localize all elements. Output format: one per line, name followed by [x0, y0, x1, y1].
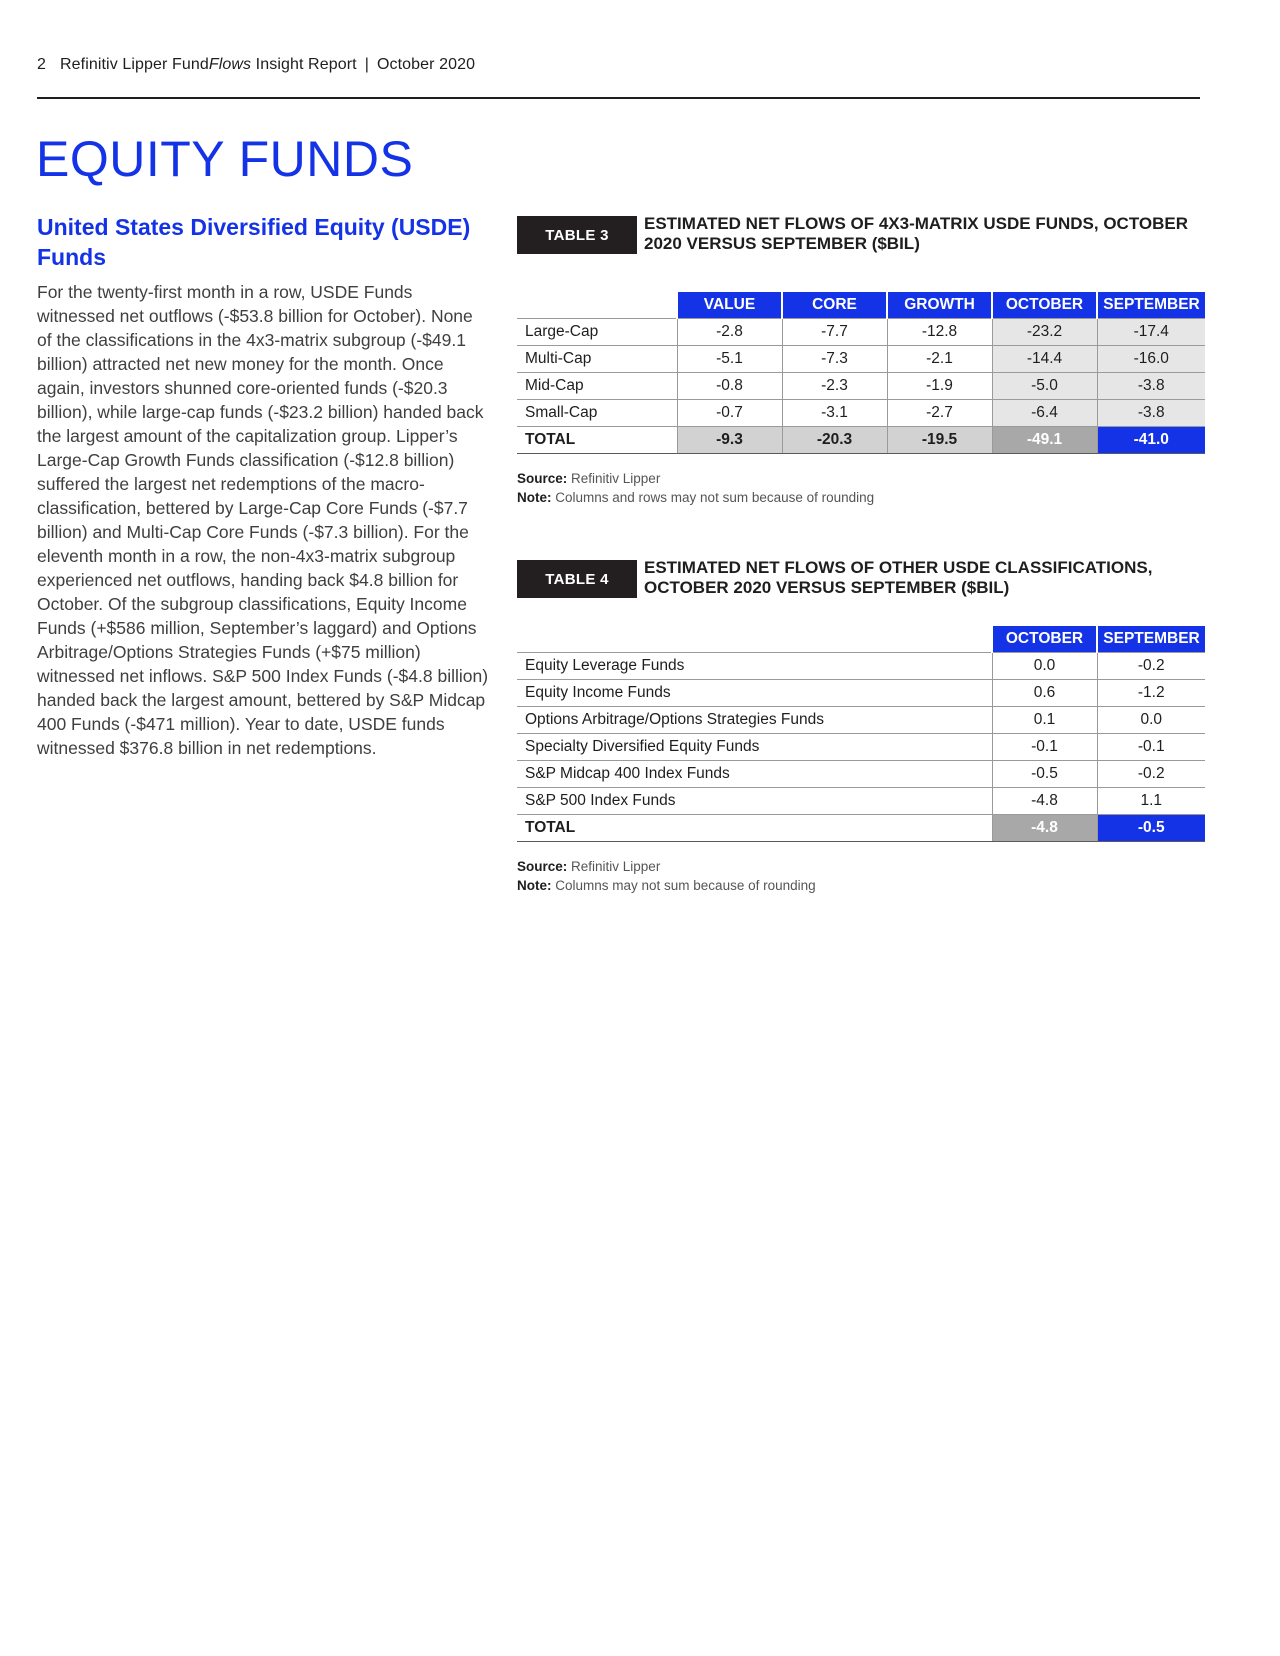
table-row — [517, 400, 1205, 427]
source-text: Refinitiv Lipper — [567, 859, 661, 874]
report-name-italic: Flows — [208, 56, 252, 73]
table-row — [517, 761, 1205, 788]
table-cell: 1.1 — [1097, 788, 1205, 815]
total-cell: -19.5 — [887, 427, 992, 454]
header-rule — [37, 97, 1200, 99]
table3-col-header: VALUE — [677, 292, 782, 319]
row-label: Mid-Cap — [517, 373, 677, 400]
table4-block — [517, 558, 1205, 895]
row-label: S&P Midcap 400 Index Funds — [517, 761, 992, 788]
source-label: Source: — [517, 471, 568, 486]
header-separator: | — [364, 56, 369, 73]
section-heading: United States Diversified Equity (USDE) Funds — [37, 214, 471, 270]
table3 — [517, 292, 1205, 454]
table4-tag: TABLE 4 — [517, 560, 637, 598]
table4-title: ESTIMATED NET FLOWS OF OTHER USDE CLASSIFICATIONS, OCTOBER 2020 VERSUS SEPTEMBER ($BIL) — [644, 558, 1153, 597]
table3-source — [517, 469, 1205, 488]
table3-tag: TABLE 3 — [517, 216, 637, 254]
table-cell: -16.0 — [1097, 346, 1205, 373]
table4-col-header: SEPTEMBER — [1097, 626, 1205, 653]
table-row — [517, 373, 1205, 400]
note-text: Columns may not sum because of rounding — [551, 878, 816, 893]
table-row — [517, 734, 1205, 761]
source-text: Refinitiv Lipper — [567, 471, 661, 486]
note-label: Note: — [517, 490, 552, 505]
table-cell: -4.8 — [992, 788, 1097, 815]
table-row — [517, 319, 1205, 346]
note-label: Note: — [517, 878, 552, 893]
table-cell: 0.0 — [992, 653, 1097, 680]
report-name — [60, 56, 357, 73]
table-cell: -23.2 — [992, 319, 1097, 346]
table3-header — [517, 214, 1205, 260]
table-cell: 0.1 — [992, 707, 1097, 734]
table-row — [517, 680, 1205, 707]
table3-col-header: CORE — [782, 292, 887, 319]
table3-total-row — [517, 427, 1205, 454]
table3-col-header: SEPTEMBER — [1097, 292, 1205, 319]
table3-title: ESTIMATED NET FLOWS OF 4X3-MATRIX USDE FUNDS, OCTOBER 2020 VERSUS SEPTEMBER ($BIL) — [644, 214, 1189, 253]
row-label: Equity Leverage Funds — [517, 653, 992, 680]
table3-block — [517, 214, 1205, 507]
note-text: Columns and rows may not sum because of rounding — [551, 490, 875, 505]
row-label: Multi-Cap — [517, 346, 677, 373]
row-label: Options Arbitrage/Options Strategies Funds — [517, 707, 992, 734]
report-name-prefix: Refinitiv Lipper Fund — [60, 56, 209, 73]
table-cell: -2.7 — [887, 400, 992, 427]
section-body: For the twenty-first month in a row, USDE Funds witnessed net outflows (-$53.8 billion for October). None of the classifications in the 4x3-matrix subgroup (-$49.1 billion) attracted net new money for the month. Once again, investors shunned core-oriented funds (-$20.3 billion), while large-cap funds (-$23.2 billion) handed back the largest amount of the capitalization group. Lipper’s Large-Cap Growth Funds classification (-$12.8 billion) suffered the largest net redemptions of the macro-classification, bettered by Large-Cap Core Funds (-$7.7 billion) and Multi-Cap Core Funds (-$7.3 billion). For the eleventh month in a row, the non-4x3-matrix subgroup experienced net outflows, handing back $4.8 billion for October. Of the subgroup classifications, Equity Income Funds (+$586 million, September’s laggard) and Options Arbitrage/Options Strategies Funds (+$75 million) witnessed net inflows. S&P 500 Index Funds (-$4.8 billion) handed back the largest amount, bettered by S&P Midcap 400 Funds (-$471 million). Year to date, USDE funds witnessed $376.8 billion in net redemptions. — [37, 282, 489, 758]
total-label: TOTAL — [517, 427, 677, 454]
table-cell: -1.9 — [887, 373, 992, 400]
table4-note — [517, 876, 1205, 895]
table-cell: -17.4 — [1097, 319, 1205, 346]
table4 — [517, 626, 1205, 842]
table-cell: -6.4 — [992, 400, 1097, 427]
total-cell: -20.3 — [782, 427, 887, 454]
table-cell: -3.8 — [1097, 400, 1205, 427]
table4-header — [517, 558, 1205, 604]
table3-notes — [517, 469, 1205, 507]
table-cell: -3.8 — [1097, 373, 1205, 400]
report-name-suffix: Insight Report — [251, 56, 357, 73]
table-cell: -7.3 — [782, 346, 887, 373]
table3-corner — [517, 292, 677, 319]
table4-notes — [517, 857, 1205, 895]
table3-note — [517, 488, 1205, 507]
table3-col-header: GROWTH — [887, 292, 992, 319]
row-label: S&P 500 Index Funds — [517, 788, 992, 815]
table-cell: 0.0 — [1097, 707, 1205, 734]
table-cell: -12.8 — [887, 319, 992, 346]
table-cell: -0.1 — [1097, 734, 1205, 761]
page-title: EQUITY FUNDS — [36, 131, 414, 187]
row-label: Specialty Diversified Equity Funds — [517, 734, 992, 761]
table3-col-header: OCTOBER — [992, 292, 1097, 319]
table-cell: -5.0 — [992, 373, 1097, 400]
table-cell: -0.5 — [992, 761, 1097, 788]
table4-col-header: OCTOBER — [992, 626, 1097, 653]
table-cell: -7.7 — [782, 319, 887, 346]
table-cell: -2.3 — [782, 373, 887, 400]
table-cell: -0.1 — [992, 734, 1097, 761]
table-cell: -1.2 — [1097, 680, 1205, 707]
table-row — [517, 707, 1205, 734]
total-label: TOTAL — [517, 815, 992, 842]
table-cell: -0.2 — [1097, 653, 1205, 680]
total-cell: -9.3 — [677, 427, 782, 454]
table-row — [517, 788, 1205, 815]
table-cell: -0.2 — [1097, 761, 1205, 788]
table-cell: -2.8 — [677, 319, 782, 346]
source-label: Source: — [517, 859, 568, 874]
table-cell: -0.8 — [677, 373, 782, 400]
report-date: October 2020 — [376, 56, 476, 73]
table-row — [517, 346, 1205, 373]
table-cell: -3.1 — [782, 400, 887, 427]
table-cell: -2.1 — [887, 346, 992, 373]
page-number: 2 — [37, 56, 46, 73]
total-cell-september: -0.5 — [1097, 815, 1205, 842]
total-cell-october: -49.1 — [992, 427, 1097, 454]
table-cell: -5.1 — [677, 346, 782, 373]
row-label: Equity Income Funds — [517, 680, 992, 707]
table-cell: 0.6 — [992, 680, 1097, 707]
table4-total-row — [517, 815, 1205, 842]
table3-column-headers — [517, 292, 1205, 319]
total-cell-september: -41.0 — [1097, 427, 1205, 454]
row-label: Small-Cap — [517, 400, 677, 427]
table-row — [517, 653, 1205, 680]
total-cell-october: -4.8 — [992, 815, 1097, 842]
table4-corner — [517, 626, 992, 653]
table-cell: -0.7 — [677, 400, 782, 427]
page-header — [37, 56, 1200, 74]
table4-source — [517, 857, 1205, 876]
row-label: Large-Cap — [517, 319, 677, 346]
table-cell: -14.4 — [992, 346, 1097, 373]
table4-column-headers — [517, 626, 1205, 653]
